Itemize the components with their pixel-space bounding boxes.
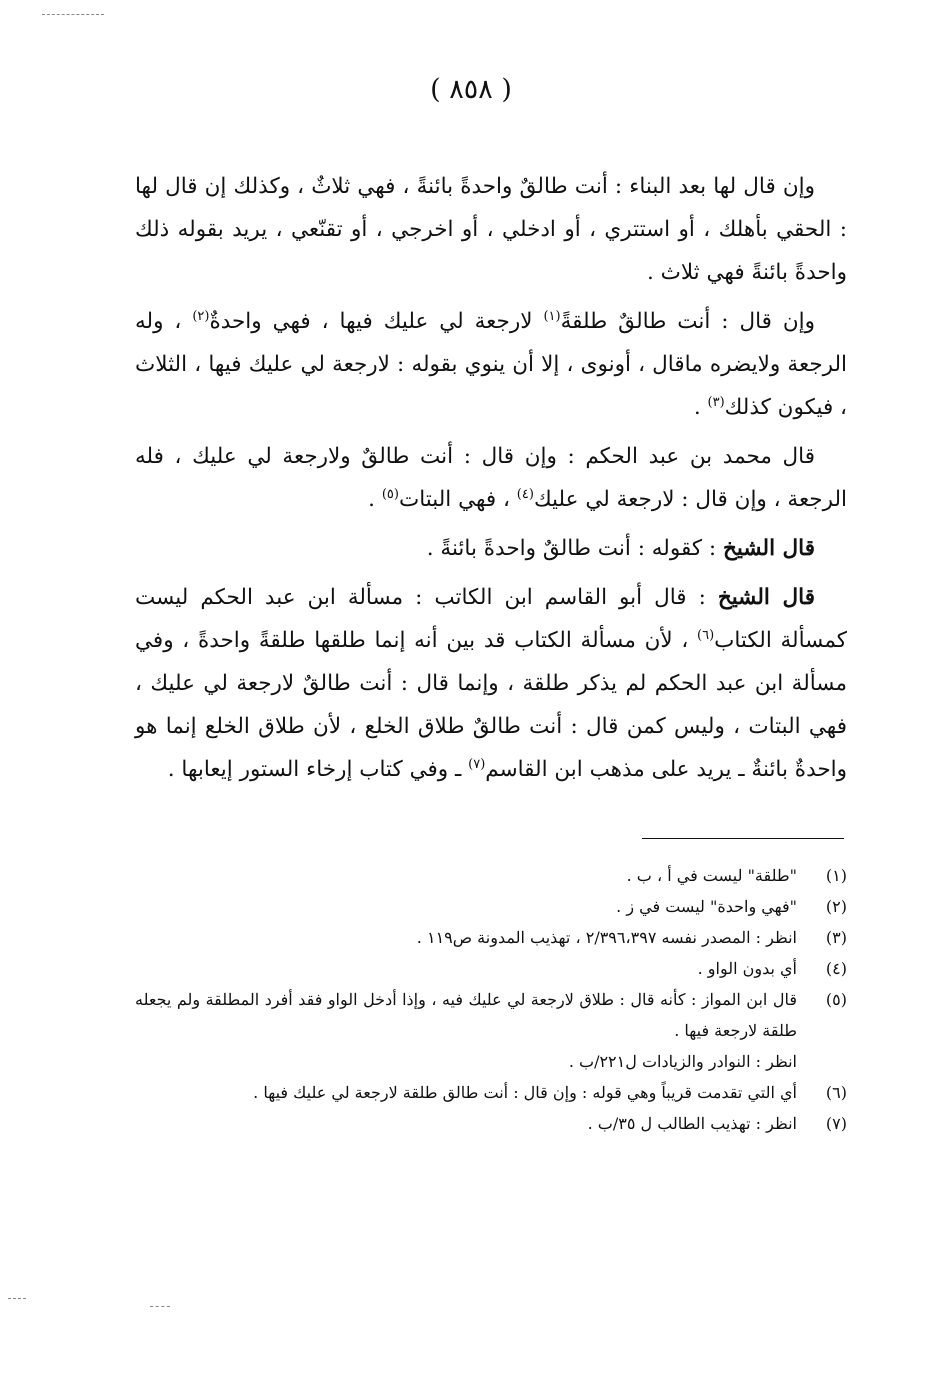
speaker-label: قال الشيخ xyxy=(722,536,815,561)
paragraph-text: قال محمد بن عبد الحكم : وإن قال : أنت طالقٌ ولارجعة لي عليك ، فله الرجعة ، وإن قال : لارجعة لي عليك xyxy=(135,444,847,512)
footnote-marker: (٦) xyxy=(697,627,715,643)
paragraph-text: . xyxy=(368,487,382,512)
footnotes xyxy=(135,860,847,1139)
footnote-number: (٦) xyxy=(825,1083,847,1102)
paragraph-text: : كقوله : أنت طالقٌ واحدةً بائنةً . xyxy=(426,536,723,561)
footnote-number: (٤) xyxy=(825,959,847,978)
scan-artifact-mark xyxy=(8,1298,26,1299)
footnote-number: (٣) xyxy=(825,928,847,947)
footnote-marker: (٧) xyxy=(468,756,486,772)
paragraph xyxy=(135,576,847,791)
footnote xyxy=(135,984,847,1046)
footnote-marker: (٢) xyxy=(192,308,210,324)
footnote xyxy=(135,953,847,984)
paragraph-text: . xyxy=(693,395,708,420)
paragraph-text: : قال أبو القاسم ابن الكاتب : مسألة ابن عبد الحكم ليست كمسألة الكتاب xyxy=(135,585,848,653)
main-text xyxy=(135,165,847,797)
paragraph-text: ، وله الرجعة ولايضره ماقال ، أونوى ، إلا أن ينوي بقوله : لارجعة لي عليك فيها ، الثلاث ، فيكون كذلك xyxy=(135,309,847,420)
footnote-text: قال ابن المواز : كأنه قال : طلاق لارجعة لي عليك فيه ، وإذا أدخل الواو فقد أفرد المطلقة ولم يجعله طلقة لارجعة فيها . xyxy=(135,990,797,1040)
paragraph-text: ـ وفي كتاب إرخاء الستور إيعابها . xyxy=(167,757,469,782)
footnote xyxy=(135,891,847,922)
footnote-separator xyxy=(642,838,844,839)
footnote-text: "فهي واحدة" ليست في ز . xyxy=(616,897,797,916)
paragraph-text: وإن قال : أنت طالقٌ طلقةً xyxy=(560,309,816,334)
footnote-number: (١) xyxy=(825,866,847,885)
paragraph xyxy=(135,527,847,570)
footnote-text: انظر : المصدر نفسه ٢/٣٩٦،٣٩٧ ، تهذيب المدونة ص١١٩ . xyxy=(416,928,797,947)
page-number: ( ٨٥٨ ) xyxy=(430,74,512,105)
footnote xyxy=(135,1108,847,1139)
footnote-number: (٧) xyxy=(825,1114,847,1133)
footnote xyxy=(135,1077,847,1108)
footnote xyxy=(135,860,847,891)
footnote-marker: (١) xyxy=(543,308,561,324)
paragraph-text: ، فهي البتات xyxy=(398,487,517,512)
footnote-marker: (٤) xyxy=(516,486,534,502)
paragraph xyxy=(135,165,847,294)
footnote-text: "طلقة" ليست في أ ، ب . xyxy=(626,866,797,885)
footnote-text: أي بدون الواو . xyxy=(697,959,797,978)
paragraph-text: وإن قال لها بعد البناء : أنت طالقٌ واحدةً بائنةً ، فهي ثلاثٌ ، وكذلك إن قال لها : الحقي بأهلك ، أو استتري ، أو ادخلي ، أو اخرجي ، أو تقنّعي ، يريد بقوله ذلك واحدةً بائنةً فهي ثلاث . xyxy=(135,174,847,285)
scan-artifact-mark xyxy=(42,14,104,15)
paragraph xyxy=(135,435,847,521)
footnote-text: أي التي تقدمت قريباً وهي قوله : وإن قال : أنت طالق طلقة لارجعة لي عليك فيها . xyxy=(253,1083,797,1102)
footnote-marker: (٣) xyxy=(707,394,725,410)
scan-artifact-mark xyxy=(150,1306,170,1307)
footnote-number: (٢) xyxy=(825,897,847,916)
footnote-marker: (٥) xyxy=(381,486,399,502)
footnote-text: انظر : تهذيب الطالب ل ٣٥/ب . xyxy=(587,1114,797,1133)
footnote-number: (٥) xyxy=(825,990,847,1009)
paragraph-text: لارجعة لي عليك فيها ، فهي واحدةٌ xyxy=(209,309,544,334)
footnote-continuation: انظر : النوادر والزيادات ل٢٢١/ب . xyxy=(568,1052,797,1071)
footnote xyxy=(135,922,847,953)
paragraph xyxy=(135,300,847,429)
speaker-label: قال الشيخ xyxy=(717,585,815,610)
paragraph-text: ، لأن مسألة الكتاب قد بين أنه إنما طلقها طلقةً واحدةً ، وفي مسألة ابن عبد الحكم لم يذكر طلقة ، وإنما قال : أنت طالقٌ لارجعة لي عليك ، فهي البتات ، وليس كمن قال : أنت طالقٌ طلاق الخلع ، لأن طلاق الخلع إنما هو واحدةٌ بائنةٌ ـ يريد على مذهب ابن القاسم xyxy=(135,628,847,782)
